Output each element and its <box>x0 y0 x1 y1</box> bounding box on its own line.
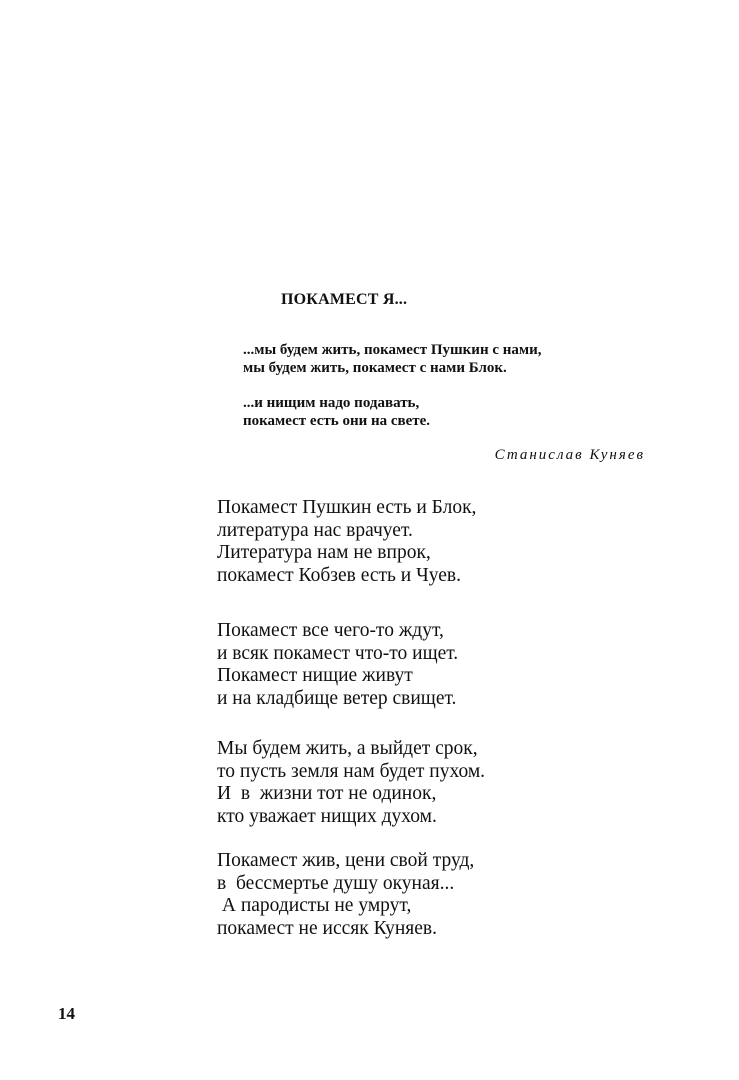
verse-line: А пародисты не умрут, <box>217 895 412 916</box>
epigraph-1 <box>243 341 542 377</box>
verse-line: кто уважает нищих духом. <box>217 805 437 827</box>
stanza-4 <box>217 850 474 940</box>
verse-line: в бессмертье душу окуная... <box>217 872 455 894</box>
epigraph-author: Станислав Куняев <box>494 447 645 463</box>
verse-line: Покамест все чего-то ждут, <box>217 620 444 641</box>
verse-line: Покамест нищие живут <box>217 665 413 686</box>
verse-line: И в жизни тот не одинок, <box>217 783 437 804</box>
verse-line: Покамест Пушкин есть и Блок, <box>217 497 477 518</box>
epigraph-line: ...мы будем жить, покамест Пушкин с нами, <box>243 342 542 358</box>
epigraph-line: ...и нищим надо подавать, <box>243 395 420 411</box>
verse-line: Мы будем жить, а выйдет срок, <box>217 738 478 759</box>
epigraph-line: покамест есть они на свете. <box>243 413 431 429</box>
verse-line: и на кладбище ветер свищет. <box>217 687 457 709</box>
poem-title: ПОКАМЕСТ Я... <box>281 291 408 308</box>
page-number: 14 <box>58 1004 75 1023</box>
verse-line: покамест Кобзев есть и Чуев. <box>217 564 461 586</box>
stanza-3 <box>217 738 485 828</box>
epigraph-2 <box>243 394 430 430</box>
verse-line: покамест не иссяк Куняев. <box>217 917 438 939</box>
verse-line: Покамест жив, цени свой труд, <box>217 850 475 871</box>
epigraph-line: мы будем жить, покамест с нами Блок. <box>243 360 507 376</box>
stanza-2 <box>217 620 458 710</box>
stanza-1 <box>217 497 476 587</box>
verse-line: литература нас врачует. <box>217 519 413 541</box>
verse-line: и всяк покамест что-то ищет. <box>217 642 459 664</box>
verse-line: то пусть земля нам будет пухом. <box>217 760 486 782</box>
verse-line: Литература нам не впрок, <box>217 542 431 563</box>
